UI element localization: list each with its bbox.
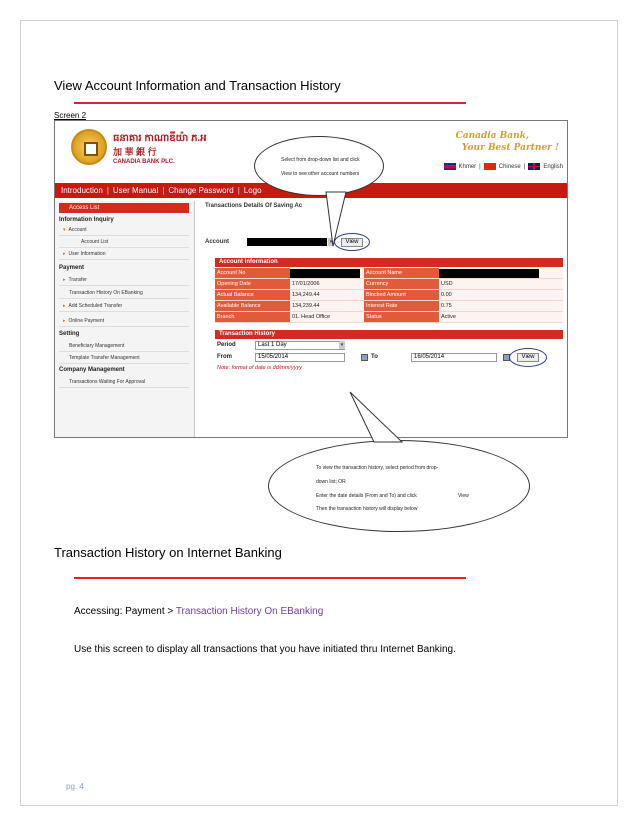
callout-bottom-line3b: View <box>458 493 469 499</box>
label-blocked-amount: Blocked Amount <box>364 290 439 300</box>
account-view-button[interactable]: View <box>341 238 363 247</box>
arrow-icon: ▸ <box>63 318 66 324</box>
screen-label: Screen 2 <box>54 111 87 120</box>
section-title: View Account Information and Transaction History <box>54 78 341 93</box>
callout-top-line1: Select from drop-down list and click <box>281 157 360 163</box>
value-status: Active <box>439 312 563 322</box>
sidebar-header: Access List <box>59 203 189 213</box>
value-actual-balance: 134,249.44 <box>290 290 364 300</box>
section2-divider <box>74 577 466 579</box>
value-branch: 01. Head Office <box>290 312 364 322</box>
nav-user-manual[interactable]: User Manual <box>112 186 159 195</box>
period-select[interactable]: Last 1 Day <box>255 341 345 350</box>
transaction-history-header: Transaction History <box>215 330 563 339</box>
arrow-icon: ▾ <box>63 227 66 233</box>
account-info-header: Account Information <box>215 258 563 267</box>
value-opening-date: 17/01/2006 <box>290 279 364 289</box>
arrow-icon: ▸ <box>63 277 66 283</box>
from-date-input[interactable]: 15/05/2014 <box>255 353 345 362</box>
page-number: pg. 4 <box>66 782 84 791</box>
to-label: To <box>371 354 378 360</box>
section2-title: Transaction History on Internet Banking <box>54 545 282 560</box>
callout-bottom-line2: down list; OR <box>316 479 346 485</box>
callout-top-pointer <box>326 192 346 246</box>
sidebar-item-user-info[interactable]: ▸ User Information <box>63 251 106 257</box>
label-account-name: Account Name <box>364 268 439 278</box>
to-date-input[interactable]: 16/05/2014 <box>411 353 497 362</box>
label-account-no: Account No <box>215 268 290 278</box>
chevron-down-icon[interactable]: ▾ <box>340 342 344 348</box>
sidebar-item-transfer[interactable]: ▸ Transfer <box>63 277 87 283</box>
sidebar-item-transaction-history[interactable]: Transaction History On EBanking <box>69 290 143 296</box>
label-branch: Branch <box>215 312 290 322</box>
bank-name-khmer: ធនាគារ កាណាឌីយ៉ា ភ.អ <box>113 133 207 144</box>
nav-change-password[interactable]: Change Password <box>168 186 234 195</box>
callout-bottom-line3: Enter the date details (From and To) and click <box>316 493 417 499</box>
label-status: Status <box>364 312 439 322</box>
arrow-icon: ▸ <box>63 251 66 257</box>
description-text: Use this screen to display all transactions that you have initiated thru Internet Banking. <box>74 644 456 655</box>
period-label: Period <box>217 342 236 348</box>
sidebar-item-account-list[interactable]: Account List <box>81 239 109 245</box>
value-blocked-amount: 0.00 <box>439 290 563 300</box>
language-switcher: Khmer | Chinese | English <box>444 163 564 170</box>
sidebar-item-waiting-approval[interactable]: Transactions Waiting For Approval <box>69 379 146 385</box>
bank-name-english: CANADIA BANK PLC. <box>113 159 175 165</box>
label-currency: Currency <box>364 279 439 289</box>
accessing-path: Accessing: Payment > Transaction History On EBanking <box>74 606 324 617</box>
sidebar-category-info: Information Inquiry <box>59 217 114 223</box>
value-currency: USD <box>439 279 563 289</box>
sidebar-item-account[interactable]: ▾ Account <box>63 227 87 233</box>
callout-bottom-line4: Then the transaction history will display below <box>316 506 418 512</box>
from-label: From <box>217 354 232 360</box>
callout-bottom-pointer <box>350 392 402 442</box>
history-view-button[interactable]: View <box>517 353 539 362</box>
label-available-balance: Available Balance <box>215 301 290 311</box>
account-label: Account <box>205 239 229 245</box>
slogan-line2: Your Best Partner ! <box>461 143 559 153</box>
sidebar-item-online-payment[interactable]: ▸ Online Payment <box>63 318 105 324</box>
main-title: Transactions Details Of Saving Ac <box>205 203 303 209</box>
chevron-down-icon[interactable]: ▾ <box>329 239 333 245</box>
sidebar-item-scheduled-transfer[interactable]: ▸ Add Scheduled Transfer <box>63 303 123 309</box>
arrow-icon: ▸ <box>63 303 66 309</box>
lang-chinese[interactable]: Chinese <box>498 163 521 170</box>
callout-top-line2: View to see other account numbers <box>281 171 360 177</box>
sidebar-item-template[interactable]: Template Transfer Management <box>69 355 140 361</box>
nav-introduction[interactable]: Introduction <box>61 186 103 195</box>
bank-name-chinese: 加 華 銀 行 <box>113 147 157 157</box>
value-interest-rate: 0.75 <box>439 301 563 311</box>
sidebar-category-payment: Payment <box>59 265 85 271</box>
label-actual-balance: Actual Balance <box>215 290 290 300</box>
label-interest-rate: Interest Rate <box>364 301 439 311</box>
sidebar-category-setting: Setting <box>59 331 80 337</box>
sidebar-item-beneficiary[interactable]: Beneficiary Management <box>69 343 125 349</box>
lang-english[interactable]: English <box>543 163 563 170</box>
accessing-link[interactable]: Transaction History On EBanking <box>175 606 324 617</box>
nav-logout[interactable]: Logo <box>243 186 262 195</box>
value-available-balance: 134,239.44 <box>290 301 364 311</box>
label-opening-date: Opening Date <box>215 279 290 289</box>
top-nav: Introduction | User Manual | Change Password | Logo <box>55 183 568 198</box>
sidebar-category-company: Company Management <box>59 367 125 373</box>
slogan-line1: Canadia Bank, <box>455 131 529 141</box>
date-format-note: Note: format of date is dd/mm/yyyy <box>217 365 302 371</box>
callout-bottom-line1: To view the transaction history, select period from drop- <box>316 465 439 471</box>
lang-khmer[interactable]: Khmer <box>458 163 477 170</box>
